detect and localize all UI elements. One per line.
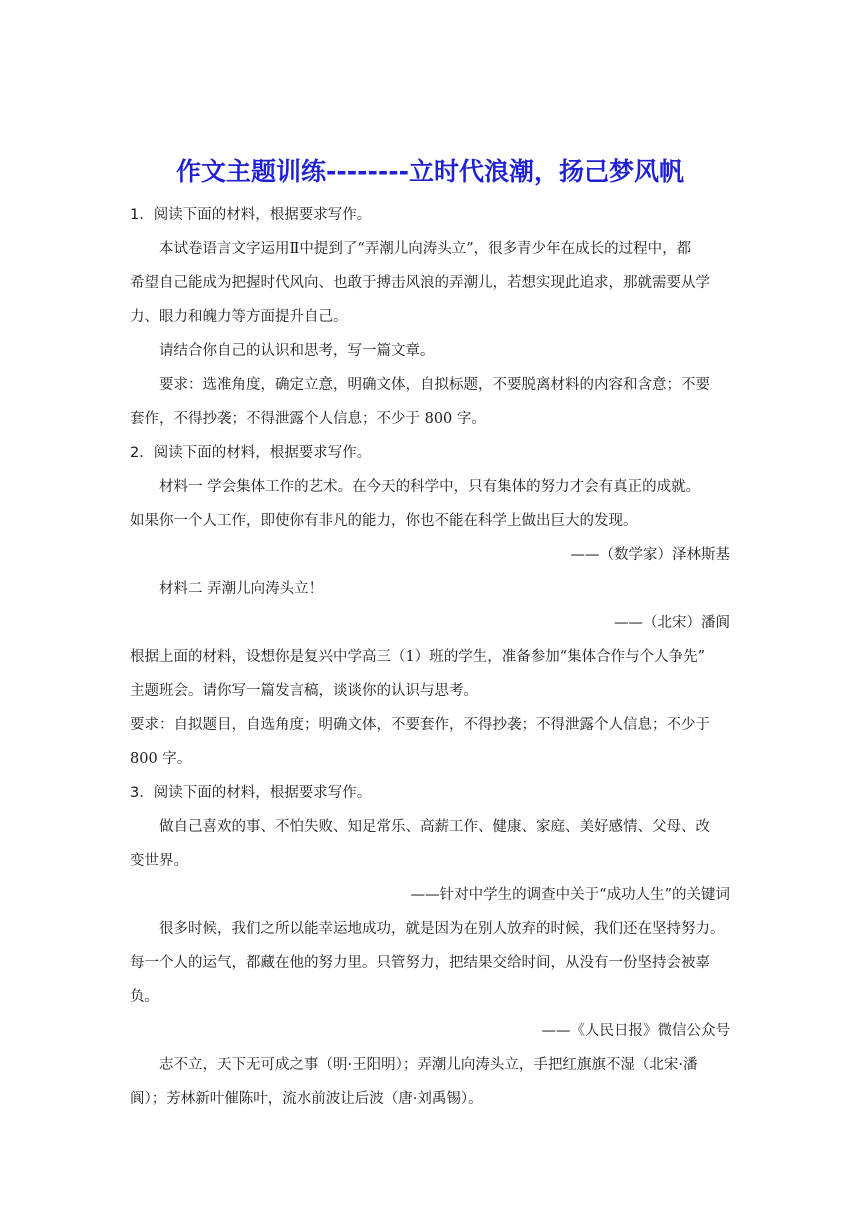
question-3-number: 3．: [130, 785, 154, 801]
q1-material-line-3: 力、眼力和魄力等方面提升自己。: [130, 309, 348, 325]
q3-paragraph-2-line-1: 很多时候，我们之所以能幸运地成功，就是因为在别人放弃的时候，我们还在坚持努力。: [159, 921, 725, 937]
document-body: [130, 198, 730, 1116]
q3-paragraph-3-line-1: 志不立，天下无可成之事（明·王阳明）；弄潮儿向涛头立，手把红旗旗不湿（北宋·潘: [159, 1057, 698, 1073]
q1-requirement-line-1: 要求：选准角度，确定立意，明确文体，自拟标题，不要脱离材料的内容和含意；不要: [159, 377, 710, 393]
q3-paragraph-1-line-2: 变世界。: [130, 853, 188, 869]
q3-paragraph-1-source: ——针对中学生的调查中关于“成功人生”的关键词: [410, 887, 730, 903]
q3-paragraph-2-line-3: 负。: [130, 989, 159, 1005]
page-title: 作文主题训练--------立时代浪潮，扬己梦风帆: [175, 157, 684, 186]
question-1-prompt: 阅读下面的材料，根据要求写作。: [153, 207, 372, 223]
q3-paragraph-3-line-2: 阆）；芳林新叶催陈叶，流水前波让后波（唐·刘禹锡）。: [130, 1091, 483, 1107]
q2-material-1-source: ——（数学家）泽林斯基: [570, 547, 730, 563]
q2-material-2-line-1: 材料二 弄潮儿向涛头立！: [159, 581, 324, 597]
q2-task-line-2: 主题班会。请你写一篇发言稿，谈谈你的认识与思考。: [130, 683, 478, 699]
question-2-header: [130, 436, 730, 470]
question-1-number: 1．: [130, 207, 154, 223]
q2-task-line-1: 根据上面的材料，设想你是复兴中学高三（1）班的学生，准备参加“集体合作与个人争先”: [130, 649, 706, 665]
q1-instruction: 请结合你自己的认识和思考，写一篇文章。: [159, 343, 435, 359]
q1-material-line-2: 希望自己能成为把握时代风向、也敢于搏击风浪的弄潮儿，若想实现此追求，那就需要从学: [130, 275, 710, 291]
question-3-header: [130, 776, 730, 810]
q2-requirement-line-1: 要求：自拟题目，自选角度；明确文体，不要套作，不得抄袭；不得泄露个人信息；不少于: [130, 717, 710, 733]
question-2-prompt: 阅读下面的材料，根据要求写作。: [153, 445, 372, 461]
q1-requirement-line-2: 套作，不得抄袭；不得泄露个人信息；不少于 800 字。: [130, 411, 486, 427]
q1-material-line-1: 本试卷语言文字运用Ⅱ中提到了“弄潮儿向涛头立”，很多青少年在成长的过程中，都: [159, 241, 692, 257]
q3-paragraph-2-source: ——《人民日报》微信公众号: [541, 1023, 730, 1039]
question-3-prompt: 阅读下面的材料，根据要求写作。: [153, 785, 372, 801]
q3-paragraph-2-line-2: 每一个人的运气，都藏在他的努力里。只管努力，把结果交给时间，从没有一份坚持会被辜: [130, 955, 710, 971]
q2-material-1-line-1: 材料一 学会集体工作的艺术。在今天的科学中，只有集体的努力才会有真正的成就。: [159, 479, 701, 495]
question-2-number: 2．: [130, 445, 154, 461]
q3-paragraph-1-line-1: 做自己喜欢的事、不怕失败、知足常乐、高薪工作、健康、家庭、美好感情、父母、改: [159, 819, 710, 835]
q2-requirement-line-2: 800 字。: [130, 751, 192, 767]
q2-material-2-source: ——（北宋）潘阆: [614, 615, 730, 631]
q2-material-1-line-2: 如果你一个人工作，即使你有非凡的能力，你也不能在科学上做出巨大的发现。: [130, 513, 638, 529]
question-1-header: [130, 198, 730, 232]
